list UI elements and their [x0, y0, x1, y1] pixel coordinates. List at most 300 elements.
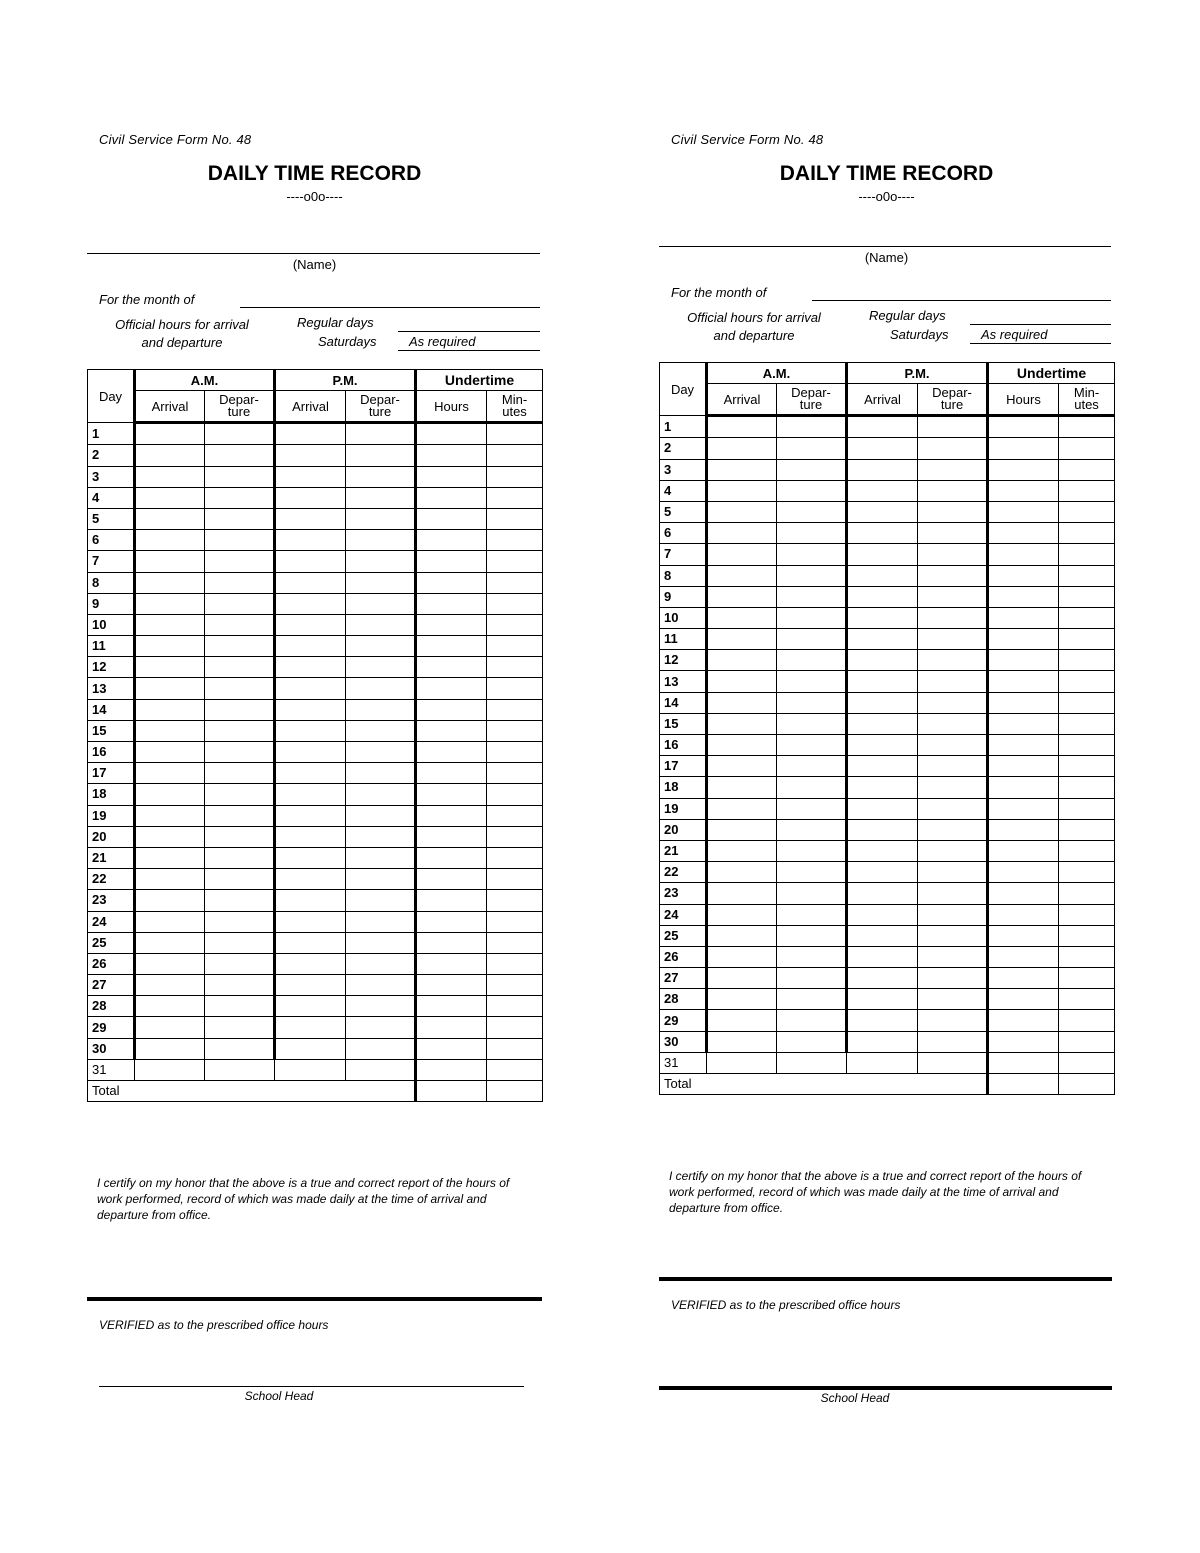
- am-arrival-cell[interactable]: [707, 629, 777, 650]
- am-arrival-cell[interactable]: [707, 798, 777, 819]
- pm-departure-cell[interactable]: [918, 840, 988, 861]
- undertime-hours-cell[interactable]: [416, 890, 487, 911]
- undertime-minutes-cell[interactable]: [487, 1059, 543, 1080]
- month-line[interactable]: [812, 300, 1111, 301]
- pm-arrival-cell[interactable]: [275, 826, 346, 847]
- undertime-hours-cell[interactable]: [988, 438, 1059, 459]
- pm-departure-cell[interactable]: [918, 692, 988, 713]
- pm-departure-cell[interactable]: [918, 586, 988, 607]
- pm-arrival-cell[interactable]: [275, 593, 346, 614]
- pm-departure-cell[interactable]: [346, 508, 416, 529]
- am-departure-cell[interactable]: [777, 713, 847, 734]
- am-departure-cell[interactable]: [777, 459, 847, 480]
- am-arrival-cell[interactable]: [707, 1010, 777, 1031]
- pm-arrival-cell[interactable]: [847, 565, 918, 586]
- pm-departure-cell[interactable]: [918, 416, 988, 438]
- am-departure-cell[interactable]: [777, 1010, 847, 1031]
- undertime-minutes-cell[interactable]: [487, 890, 543, 911]
- am-arrival-cell[interactable]: [707, 416, 777, 438]
- undertime-minutes-cell[interactable]: [1059, 840, 1115, 861]
- pm-arrival-cell[interactable]: [847, 586, 918, 607]
- am-departure-cell[interactable]: [777, 798, 847, 819]
- pm-arrival-cell[interactable]: [847, 671, 918, 692]
- am-arrival-cell[interactable]: [707, 565, 777, 586]
- month-line[interactable]: [240, 307, 540, 308]
- undertime-minutes-cell[interactable]: [487, 847, 543, 868]
- am-arrival-cell[interactable]: [707, 586, 777, 607]
- pm-arrival-cell[interactable]: [275, 530, 346, 551]
- am-departure-cell[interactable]: [205, 996, 275, 1017]
- pm-departure-cell[interactable]: [918, 756, 988, 777]
- am-departure-cell[interactable]: [777, 989, 847, 1010]
- pm-arrival-cell[interactable]: [847, 544, 918, 565]
- am-arrival-cell[interactable]: [135, 784, 205, 805]
- undertime-hours-cell[interactable]: [988, 586, 1059, 607]
- am-arrival-cell[interactable]: [707, 501, 777, 522]
- undertime-minutes-cell[interactable]: [487, 657, 543, 678]
- undertime-hours-cell[interactable]: [988, 650, 1059, 671]
- am-departure-cell[interactable]: [205, 826, 275, 847]
- undertime-hours-cell[interactable]: [416, 975, 487, 996]
- am-arrival-cell[interactable]: [707, 989, 777, 1010]
- pm-arrival-cell[interactable]: [847, 840, 918, 861]
- am-arrival-cell[interactable]: [707, 819, 777, 840]
- pm-departure-cell[interactable]: [346, 763, 416, 784]
- am-arrival-cell[interactable]: [707, 459, 777, 480]
- pm-departure-cell[interactable]: [346, 996, 416, 1017]
- pm-arrival-cell[interactable]: [847, 523, 918, 544]
- pm-departure-cell[interactable]: [918, 501, 988, 522]
- pm-arrival-cell[interactable]: [275, 487, 346, 508]
- am-arrival-cell[interactable]: [707, 480, 777, 501]
- pm-arrival-cell[interactable]: [275, 614, 346, 635]
- undertime-hours-cell[interactable]: [416, 932, 487, 953]
- am-arrival-cell[interactable]: [707, 968, 777, 989]
- undertime-minutes-cell[interactable]: [1059, 798, 1115, 819]
- am-departure-cell[interactable]: [205, 445, 275, 466]
- undertime-minutes-cell[interactable]: [1059, 586, 1115, 607]
- undertime-hours-cell[interactable]: [416, 572, 487, 593]
- pm-arrival-cell[interactable]: [275, 1059, 346, 1080]
- undertime-hours-cell[interactable]: [416, 699, 487, 720]
- undertime-minutes-cell[interactable]: [487, 593, 543, 614]
- undertime-hours-cell[interactable]: [416, 1059, 487, 1080]
- am-arrival-cell[interactable]: [135, 699, 205, 720]
- pm-departure-cell[interactable]: [346, 657, 416, 678]
- pm-arrival-cell[interactable]: [847, 968, 918, 989]
- am-arrival-cell[interactable]: [135, 742, 205, 763]
- am-departure-cell[interactable]: [777, 862, 847, 883]
- am-arrival-cell[interactable]: [135, 826, 205, 847]
- undertime-minutes-cell[interactable]: [1059, 756, 1115, 777]
- am-departure-cell[interactable]: [777, 480, 847, 501]
- am-departure-cell[interactable]: [777, 692, 847, 713]
- pm-departure-cell[interactable]: [346, 423, 416, 445]
- am-arrival-cell[interactable]: [707, 438, 777, 459]
- am-arrival-cell[interactable]: [135, 763, 205, 784]
- undertime-hours-cell[interactable]: [416, 805, 487, 826]
- am-arrival-cell[interactable]: [707, 777, 777, 798]
- undertime-hours-cell[interactable]: [988, 629, 1059, 650]
- undertime-minutes-cell[interactable]: [1059, 925, 1115, 946]
- pm-departure-cell[interactable]: [918, 862, 988, 883]
- undertime-hours-cell[interactable]: [988, 1052, 1059, 1073]
- am-arrival-cell[interactable]: [707, 650, 777, 671]
- pm-departure-cell[interactable]: [346, 445, 416, 466]
- undertime-minutes-cell[interactable]: [487, 530, 543, 551]
- am-arrival-cell[interactable]: [135, 445, 205, 466]
- am-departure-cell[interactable]: [205, 423, 275, 445]
- pm-departure-cell[interactable]: [918, 968, 988, 989]
- am-arrival-cell[interactable]: [135, 636, 205, 657]
- undertime-minutes-cell[interactable]: [487, 742, 543, 763]
- pm-arrival-cell[interactable]: [275, 953, 346, 974]
- am-arrival-cell[interactable]: [135, 1017, 205, 1038]
- am-departure-cell[interactable]: [205, 742, 275, 763]
- undertime-hours-cell[interactable]: [988, 819, 1059, 840]
- am-arrival-cell[interactable]: [135, 551, 205, 572]
- pm-arrival-cell[interactable]: [847, 862, 918, 883]
- undertime-hours-cell[interactable]: [416, 466, 487, 487]
- undertime-hours-cell[interactable]: [416, 1038, 487, 1059]
- am-departure-cell[interactable]: [205, 572, 275, 593]
- undertime-minutes-cell[interactable]: [1059, 777, 1115, 798]
- pm-arrival-cell[interactable]: [275, 466, 346, 487]
- undertime-minutes-cell[interactable]: [487, 1017, 543, 1038]
- pm-arrival-cell[interactable]: [275, 657, 346, 678]
- pm-departure-cell[interactable]: [918, 650, 988, 671]
- pm-departure-cell[interactable]: [918, 819, 988, 840]
- pm-departure-cell[interactable]: [918, 459, 988, 480]
- undertime-hours-cell[interactable]: [988, 904, 1059, 925]
- undertime-minutes-cell[interactable]: [1059, 459, 1115, 480]
- undertime-hours-cell[interactable]: [416, 636, 487, 657]
- undertime-hours-cell[interactable]: [988, 840, 1059, 861]
- undertime-hours-cell[interactable]: [416, 763, 487, 784]
- undertime-hours-cell[interactable]: [416, 953, 487, 974]
- am-departure-cell[interactable]: [777, 904, 847, 925]
- undertime-minutes-cell[interactable]: [1059, 1052, 1115, 1073]
- undertime-minutes-cell[interactable]: [487, 720, 543, 741]
- pm-departure-cell[interactable]: [346, 1017, 416, 1038]
- undertime-hours-cell[interactable]: [988, 756, 1059, 777]
- name-line[interactable]: [87, 253, 540, 254]
- pm-arrival-cell[interactable]: [847, 650, 918, 671]
- pm-departure-cell[interactable]: [346, 636, 416, 657]
- am-departure-cell[interactable]: [205, 720, 275, 741]
- undertime-minutes-cell[interactable]: [487, 508, 543, 529]
- am-departure-cell[interactable]: [205, 1059, 275, 1080]
- undertime-minutes-cell[interactable]: [487, 826, 543, 847]
- undertime-minutes-cell[interactable]: [1059, 480, 1115, 501]
- undertime-hours-cell[interactable]: [988, 607, 1059, 628]
- undertime-hours-cell[interactable]: [988, 862, 1059, 883]
- undertime-hours-cell[interactable]: [988, 946, 1059, 967]
- pm-arrival-cell[interactable]: [275, 932, 346, 953]
- undertime-minutes-cell[interactable]: [1059, 735, 1115, 756]
- undertime-hours-cell[interactable]: [988, 883, 1059, 904]
- am-departure-cell[interactable]: [777, 650, 847, 671]
- undertime-hours-cell[interactable]: [416, 423, 487, 445]
- am-departure-cell[interactable]: [777, 968, 847, 989]
- pm-arrival-cell[interactable]: [847, 692, 918, 713]
- am-arrival-cell[interactable]: [707, 883, 777, 904]
- pm-departure-cell[interactable]: [346, 869, 416, 890]
- pm-arrival-cell[interactable]: [275, 996, 346, 1017]
- undertime-minutes-cell[interactable]: [1059, 819, 1115, 840]
- pm-departure-cell[interactable]: [346, 720, 416, 741]
- undertime-hours-cell[interactable]: [988, 777, 1059, 798]
- pm-arrival-cell[interactable]: [275, 890, 346, 911]
- am-departure-cell[interactable]: [205, 551, 275, 572]
- am-departure-cell[interactable]: [205, 847, 275, 868]
- undertime-minutes-cell[interactable]: [487, 614, 543, 635]
- pm-departure-cell[interactable]: [918, 798, 988, 819]
- undertime-hours-cell[interactable]: [416, 530, 487, 551]
- undertime-minutes-cell[interactable]: [1059, 946, 1115, 967]
- am-departure-cell[interactable]: [205, 678, 275, 699]
- am-departure-cell[interactable]: [777, 819, 847, 840]
- pm-arrival-cell[interactable]: [847, 798, 918, 819]
- am-departure-cell[interactable]: [777, 1052, 847, 1073]
- am-arrival-cell[interactable]: [135, 593, 205, 614]
- am-departure-cell[interactable]: [777, 523, 847, 544]
- am-departure-cell[interactable]: [205, 1038, 275, 1059]
- pm-departure-cell[interactable]: [346, 975, 416, 996]
- am-arrival-cell[interactable]: [135, 805, 205, 826]
- undertime-minutes-cell[interactable]: [487, 636, 543, 657]
- am-departure-cell[interactable]: [205, 657, 275, 678]
- pm-arrival-cell[interactable]: [847, 607, 918, 628]
- undertime-minutes-cell[interactable]: [487, 911, 543, 932]
- pm-arrival-cell[interactable]: [847, 904, 918, 925]
- undertime-minutes-cell[interactable]: [487, 784, 543, 805]
- undertime-minutes-cell[interactable]: [1059, 629, 1115, 650]
- undertime-minutes-cell[interactable]: [1059, 565, 1115, 586]
- pm-departure-cell[interactable]: [346, 530, 416, 551]
- undertime-hours-cell[interactable]: [416, 614, 487, 635]
- am-departure-cell[interactable]: [205, 1017, 275, 1038]
- pm-departure-cell[interactable]: [346, 487, 416, 508]
- undertime-minutes-cell[interactable]: [487, 975, 543, 996]
- am-departure-cell[interactable]: [777, 1031, 847, 1052]
- undertime-minutes-cell[interactable]: [487, 445, 543, 466]
- pm-departure-cell[interactable]: [918, 883, 988, 904]
- total-minutes-cell[interactable]: [1059, 1074, 1115, 1095]
- am-arrival-cell[interactable]: [707, 904, 777, 925]
- am-arrival-cell[interactable]: [135, 847, 205, 868]
- am-arrival-cell[interactable]: [707, 523, 777, 544]
- am-departure-cell[interactable]: [777, 925, 847, 946]
- undertime-hours-cell[interactable]: [988, 501, 1059, 522]
- pm-departure-cell[interactable]: [346, 805, 416, 826]
- undertime-minutes-cell[interactable]: [487, 423, 543, 445]
- pm-arrival-cell[interactable]: [275, 742, 346, 763]
- am-arrival-cell[interactable]: [135, 932, 205, 953]
- am-departure-cell[interactable]: [777, 501, 847, 522]
- undertime-hours-cell[interactable]: [988, 671, 1059, 692]
- am-departure-cell[interactable]: [205, 932, 275, 953]
- am-arrival-cell[interactable]: [135, 657, 205, 678]
- employee-signature-line[interactable]: [87, 1297, 542, 1301]
- am-arrival-cell[interactable]: [135, 466, 205, 487]
- undertime-hours-cell[interactable]: [988, 798, 1059, 819]
- undertime-minutes-cell[interactable]: [487, 466, 543, 487]
- undertime-minutes-cell[interactable]: [1059, 692, 1115, 713]
- undertime-minutes-cell[interactable]: [1059, 989, 1115, 1010]
- am-departure-cell[interactable]: [205, 699, 275, 720]
- pm-arrival-cell[interactable]: [275, 423, 346, 445]
- pm-arrival-cell[interactable]: [847, 1010, 918, 1031]
- pm-arrival-cell[interactable]: [275, 720, 346, 741]
- pm-arrival-cell[interactable]: [847, 756, 918, 777]
- am-departure-cell[interactable]: [205, 466, 275, 487]
- pm-departure-cell[interactable]: [918, 777, 988, 798]
- am-departure-cell[interactable]: [777, 586, 847, 607]
- am-arrival-cell[interactable]: [707, 671, 777, 692]
- undertime-minutes-cell[interactable]: [487, 763, 543, 784]
- pm-departure-cell[interactable]: [918, 946, 988, 967]
- pm-departure-cell[interactable]: [918, 607, 988, 628]
- am-arrival-cell[interactable]: [135, 1038, 205, 1059]
- am-arrival-cell[interactable]: [707, 544, 777, 565]
- am-departure-cell[interactable]: [205, 911, 275, 932]
- undertime-minutes-cell[interactable]: [1059, 544, 1115, 565]
- am-departure-cell[interactable]: [777, 777, 847, 798]
- am-departure-cell[interactable]: [205, 530, 275, 551]
- saturdays-line[interactable]: [970, 343, 1111, 344]
- pm-departure-cell[interactable]: [918, 565, 988, 586]
- am-departure-cell[interactable]: [205, 784, 275, 805]
- undertime-minutes-cell[interactable]: [487, 996, 543, 1017]
- undertime-hours-cell[interactable]: [988, 459, 1059, 480]
- pm-departure-cell[interactable]: [346, 678, 416, 699]
- pm-arrival-cell[interactable]: [847, 1031, 918, 1052]
- undertime-minutes-cell[interactable]: [1059, 968, 1115, 989]
- pm-arrival-cell[interactable]: [847, 501, 918, 522]
- am-arrival-cell[interactable]: [707, 862, 777, 883]
- pm-arrival-cell[interactable]: [847, 819, 918, 840]
- pm-arrival-cell[interactable]: [275, 784, 346, 805]
- undertime-hours-cell[interactable]: [988, 416, 1059, 438]
- am-departure-cell[interactable]: [205, 593, 275, 614]
- pm-arrival-cell[interactable]: [275, 1038, 346, 1059]
- am-departure-cell[interactable]: [777, 544, 847, 565]
- pm-arrival-cell[interactable]: [847, 480, 918, 501]
- pm-departure-cell[interactable]: [918, 1010, 988, 1031]
- undertime-minutes-cell[interactable]: [487, 805, 543, 826]
- pm-arrival-cell[interactable]: [847, 925, 918, 946]
- regular-days-line[interactable]: [970, 324, 1111, 325]
- undertime-hours-cell[interactable]: [988, 544, 1059, 565]
- undertime-minutes-cell[interactable]: [1059, 1010, 1115, 1031]
- am-arrival-cell[interactable]: [135, 487, 205, 508]
- am-arrival-cell[interactable]: [135, 720, 205, 741]
- am-arrival-cell[interactable]: [135, 423, 205, 445]
- am-arrival-cell[interactable]: [707, 946, 777, 967]
- pm-arrival-cell[interactable]: [275, 551, 346, 572]
- pm-departure-cell[interactable]: [918, 544, 988, 565]
- pm-departure-cell[interactable]: [918, 713, 988, 734]
- pm-arrival-cell[interactable]: [275, 869, 346, 890]
- am-arrival-cell[interactable]: [707, 607, 777, 628]
- undertime-hours-cell[interactable]: [416, 487, 487, 508]
- undertime-hours-cell[interactable]: [988, 692, 1059, 713]
- pm-departure-cell[interactable]: [346, 911, 416, 932]
- undertime-hours-cell[interactable]: [988, 713, 1059, 734]
- regular-days-line[interactable]: [398, 331, 540, 332]
- undertime-hours-cell[interactable]: [416, 720, 487, 741]
- undertime-minutes-cell[interactable]: [487, 699, 543, 720]
- pm-departure-cell[interactable]: [346, 742, 416, 763]
- pm-arrival-cell[interactable]: [275, 445, 346, 466]
- am-departure-cell[interactable]: [777, 607, 847, 628]
- am-departure-cell[interactable]: [205, 614, 275, 635]
- am-departure-cell[interactable]: [205, 636, 275, 657]
- pm-departure-cell[interactable]: [346, 1059, 416, 1080]
- pm-arrival-cell[interactable]: [847, 989, 918, 1010]
- undertime-hours-cell[interactable]: [416, 826, 487, 847]
- pm-departure-cell[interactable]: [346, 699, 416, 720]
- am-departure-cell[interactable]: [777, 756, 847, 777]
- undertime-hours-cell[interactable]: [988, 989, 1059, 1010]
- undertime-minutes-cell[interactable]: [487, 678, 543, 699]
- pm-arrival-cell[interactable]: [847, 883, 918, 904]
- pm-departure-cell[interactable]: [346, 1038, 416, 1059]
- undertime-hours-cell[interactable]: [988, 925, 1059, 946]
- saturdays-line[interactable]: [398, 350, 540, 351]
- undertime-hours-cell[interactable]: [416, 742, 487, 763]
- undertime-minutes-cell[interactable]: [487, 932, 543, 953]
- pm-arrival-cell[interactable]: [275, 1017, 346, 1038]
- undertime-minutes-cell[interactable]: [487, 551, 543, 572]
- am-arrival-cell[interactable]: [135, 890, 205, 911]
- pm-arrival-cell[interactable]: [847, 713, 918, 734]
- pm-departure-cell[interactable]: [918, 735, 988, 756]
- pm-arrival-cell[interactable]: [275, 678, 346, 699]
- total-minutes-cell[interactable]: [487, 1081, 543, 1102]
- am-arrival-cell[interactable]: [707, 1052, 777, 1073]
- undertime-hours-cell[interactable]: [416, 1017, 487, 1038]
- am-arrival-cell[interactable]: [135, 975, 205, 996]
- undertime-minutes-cell[interactable]: [487, 487, 543, 508]
- pm-departure-cell[interactable]: [918, 904, 988, 925]
- undertime-minutes-cell[interactable]: [1059, 607, 1115, 628]
- am-arrival-cell[interactable]: [707, 713, 777, 734]
- am-arrival-cell[interactable]: [135, 530, 205, 551]
- pm-departure-cell[interactable]: [346, 614, 416, 635]
- pm-departure-cell[interactable]: [918, 1031, 988, 1052]
- undertime-minutes-cell[interactable]: [487, 1038, 543, 1059]
- pm-departure-cell[interactable]: [918, 925, 988, 946]
- undertime-hours-cell[interactable]: [416, 911, 487, 932]
- am-departure-cell[interactable]: [777, 671, 847, 692]
- am-departure-cell[interactable]: [777, 840, 847, 861]
- pm-departure-cell[interactable]: [346, 826, 416, 847]
- am-arrival-cell[interactable]: [135, 953, 205, 974]
- total-hours-cell[interactable]: [416, 1081, 487, 1102]
- pm-departure-cell[interactable]: [918, 523, 988, 544]
- undertime-hours-cell[interactable]: [988, 480, 1059, 501]
- pm-arrival-cell[interactable]: [275, 975, 346, 996]
- am-departure-cell[interactable]: [205, 487, 275, 508]
- pm-arrival-cell[interactable]: [847, 946, 918, 967]
- undertime-hours-cell[interactable]: [416, 678, 487, 699]
- employee-signature-line[interactable]: [659, 1277, 1112, 1281]
- pm-departure-cell[interactable]: [346, 932, 416, 953]
- am-arrival-cell[interactable]: [135, 572, 205, 593]
- am-arrival-cell[interactable]: [707, 692, 777, 713]
